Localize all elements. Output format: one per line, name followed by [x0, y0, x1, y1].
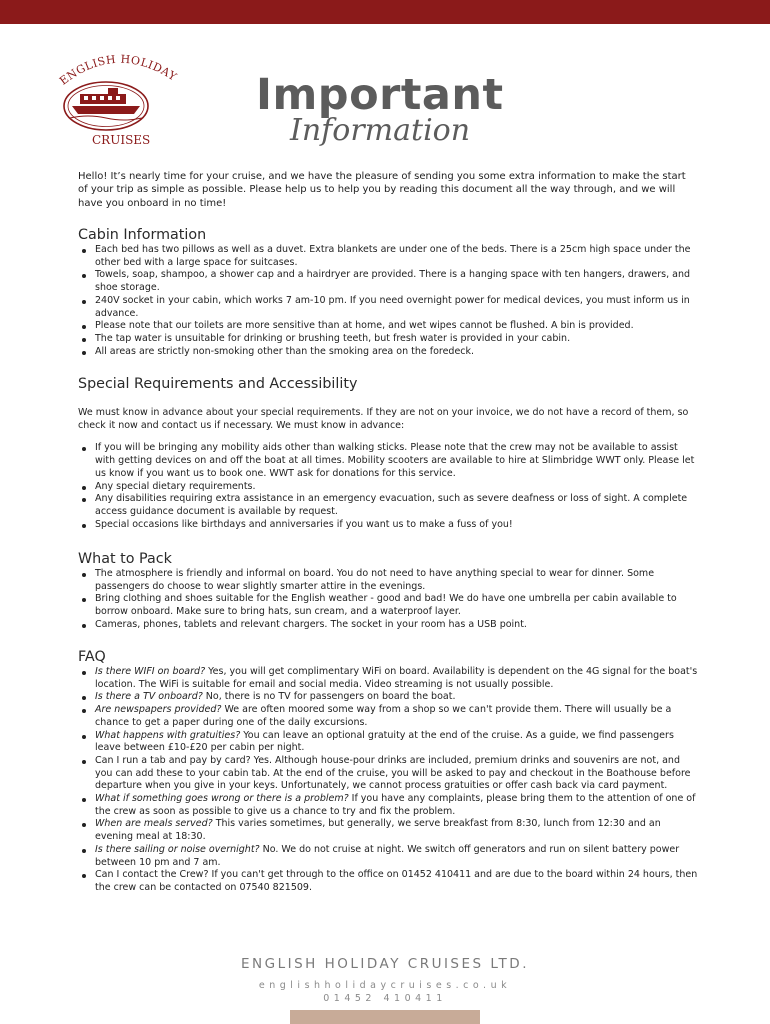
list-item: Please note that our toilets are more sensitive than at home, and wet wipes cannot be flushed. A bin is provided.: [78, 320, 698, 333]
list-item: Any disabilities requiring extra assistance in an emergency evacuation, such as severe deafness or loss of sight. A complete access guidance document is available by request.: [78, 493, 698, 518]
list-item: The tap water is unsuitable for drinking or brushing teeth, but fresh water is provided in your cabin.: [78, 333, 698, 346]
faq-item: Can I contact the Crew? If you can't get through to the office on 01452 410411 and are due to the board within 24 hours, then the crew can be contacted on 07540 821509.: [78, 869, 698, 894]
special-intro: We must know in advance about your special requirements. If they are not on your invoice, we do not have a record of them, so check it now and contact us if necessary. We must know in advance:: [78, 407, 689, 431]
title-information: Information: [290, 113, 471, 148]
cabin-section: [78, 226, 698, 358]
faq-list: [78, 666, 698, 895]
pack-list: [78, 568, 698, 632]
faq-item: Can I run a tab and pay by card? Yes. Although house-pour drinks are included, premium drinks and souvenirs are not, and you can add these to your cabin tab. At the end of the cruise, you will be asked to pay and checkout in the Boathouse before departure when you give in your keys. Unfortunately, we cannot process gratuities or offer cash back via card payment.: [78, 755, 698, 793]
faq-heading: FAQ: [78, 649, 106, 665]
faq-item: Is there WIFI on board? Yes, you will get complimentary WiFi on board. Availability is dependent on the 4G signal for the boat's location. The WiFi is suitable for email and social media. Video streaming is not usually possible.: [78, 666, 698, 691]
list-item: If you will be bringing any mobility aids other than walking sticks. Please note that the crew may not be available to assist with getting devices on and off the boat at all times. Mobility scooters are available to hire at Slimbridge WWT only. Please let us know if you want us to book one. WWT ask for donations for this service.: [78, 442, 698, 480]
cabin-list: [78, 244, 698, 358]
footer-phone: 01452 410411: [323, 993, 447, 1004]
faq-item: What happens with gratuities? You can leave an optional gratuity at the end of the cruise. As a guide, we find passengers leave between £10-£20 per cabin per night.: [78, 730, 698, 755]
list-item: Special occasions like birthdays and anniversaries if you want us to make a fuss of you!: [78, 519, 698, 532]
faq-item: Is there a TV onboard? No, there is no TV for passengers on board the boat.: [78, 691, 698, 704]
list-item: Bring clothing and shoes suitable for the English weather - good and bad! We do have one umbrella per cabin available to borrow onboard. Make sure to bring hats, sun cream, and a waterproof layer.: [78, 593, 698, 618]
special-list: [78, 442, 698, 531]
footer-accent-bar: [290, 1010, 480, 1024]
list-item: Any special dietary requirements.: [78, 481, 698, 494]
faq-item: What if something goes wrong or there is a problem? If you have any complaints, please bring them to the attention of one of the crew as soon as possible to give us a chance to try and fix the problem.: [78, 793, 698, 818]
logo-text-top: ENGLISH HOLIDAY: [57, 52, 180, 88]
special-section: [78, 375, 698, 531]
top-banner: [0, 0, 770, 24]
footer-website[interactable]: englishholidaycruises.co.uk: [258, 980, 512, 991]
pack-section: [78, 550, 698, 632]
list-item: Cameras, phones, tablets and relevant chargers. The socket in your room has a USB point.: [78, 619, 698, 632]
footer-company-name: ENGLISH HOLIDAY CRUISES LTD.: [241, 956, 529, 972]
list-item: Towels, soap, shampoo, a shower cap and a hairdryer are provided. There is a hanging space with ten hangers, drawers, and shoe storage.: [78, 269, 698, 294]
logo-text-bottom: CRUISES: [92, 133, 151, 147]
company-logo: [48, 48, 180, 152]
list-item: The atmosphere is friendly and informal on board. You do not need to have anything special to wear for dinner. Some passengers do choose to wear slightly smarter attire in the evenings.: [78, 568, 698, 593]
faq-item: When are meals served? This varies sometimes, but generally, we serve breakfast from 8:30, lunch from 12:30 and an evening meal at 18:30.: [78, 818, 698, 843]
cabin-heading: Cabin Information: [78, 227, 207, 243]
faq-item: Is there sailing or noise overnight? No. We do not cruise at night. We switch off generators and run on silent battery power between 10 pm and 7 am.: [78, 844, 698, 869]
list-item: 240V socket in your cabin, which works 7 am-10 pm. If you need overnight power for medical devices, you must inform us in advance.: [78, 295, 698, 320]
special-heading: Special Requirements and Accessibility: [78, 376, 358, 392]
pack-heading: What to Pack: [78, 551, 172, 567]
list-item: Each bed has two pillows as well as a duvet. Extra blankets are under one of the beds. There is a 25cm high space under the other bed with a large space for suitcases.: [78, 244, 698, 269]
title-important: Important: [256, 70, 504, 120]
faq-item: Are newspapers provided? We are often moored some way from a shop so we can't provide them. There will usually be a chance to get a paper during one of the daily excursions.: [78, 704, 698, 729]
list-item: All areas are strictly non-smoking other than the smoking area on the foredeck.: [78, 346, 698, 359]
intro-paragraph: Hello! It’s nearly time for your cruise, and we have the pleasure of sending you some extra information to make the start of your trip as simple as possible. Please help us to help you by reading this document all the way through, and we will have you onboard in no time!: [78, 171, 686, 209]
faq-section: [78, 648, 698, 895]
